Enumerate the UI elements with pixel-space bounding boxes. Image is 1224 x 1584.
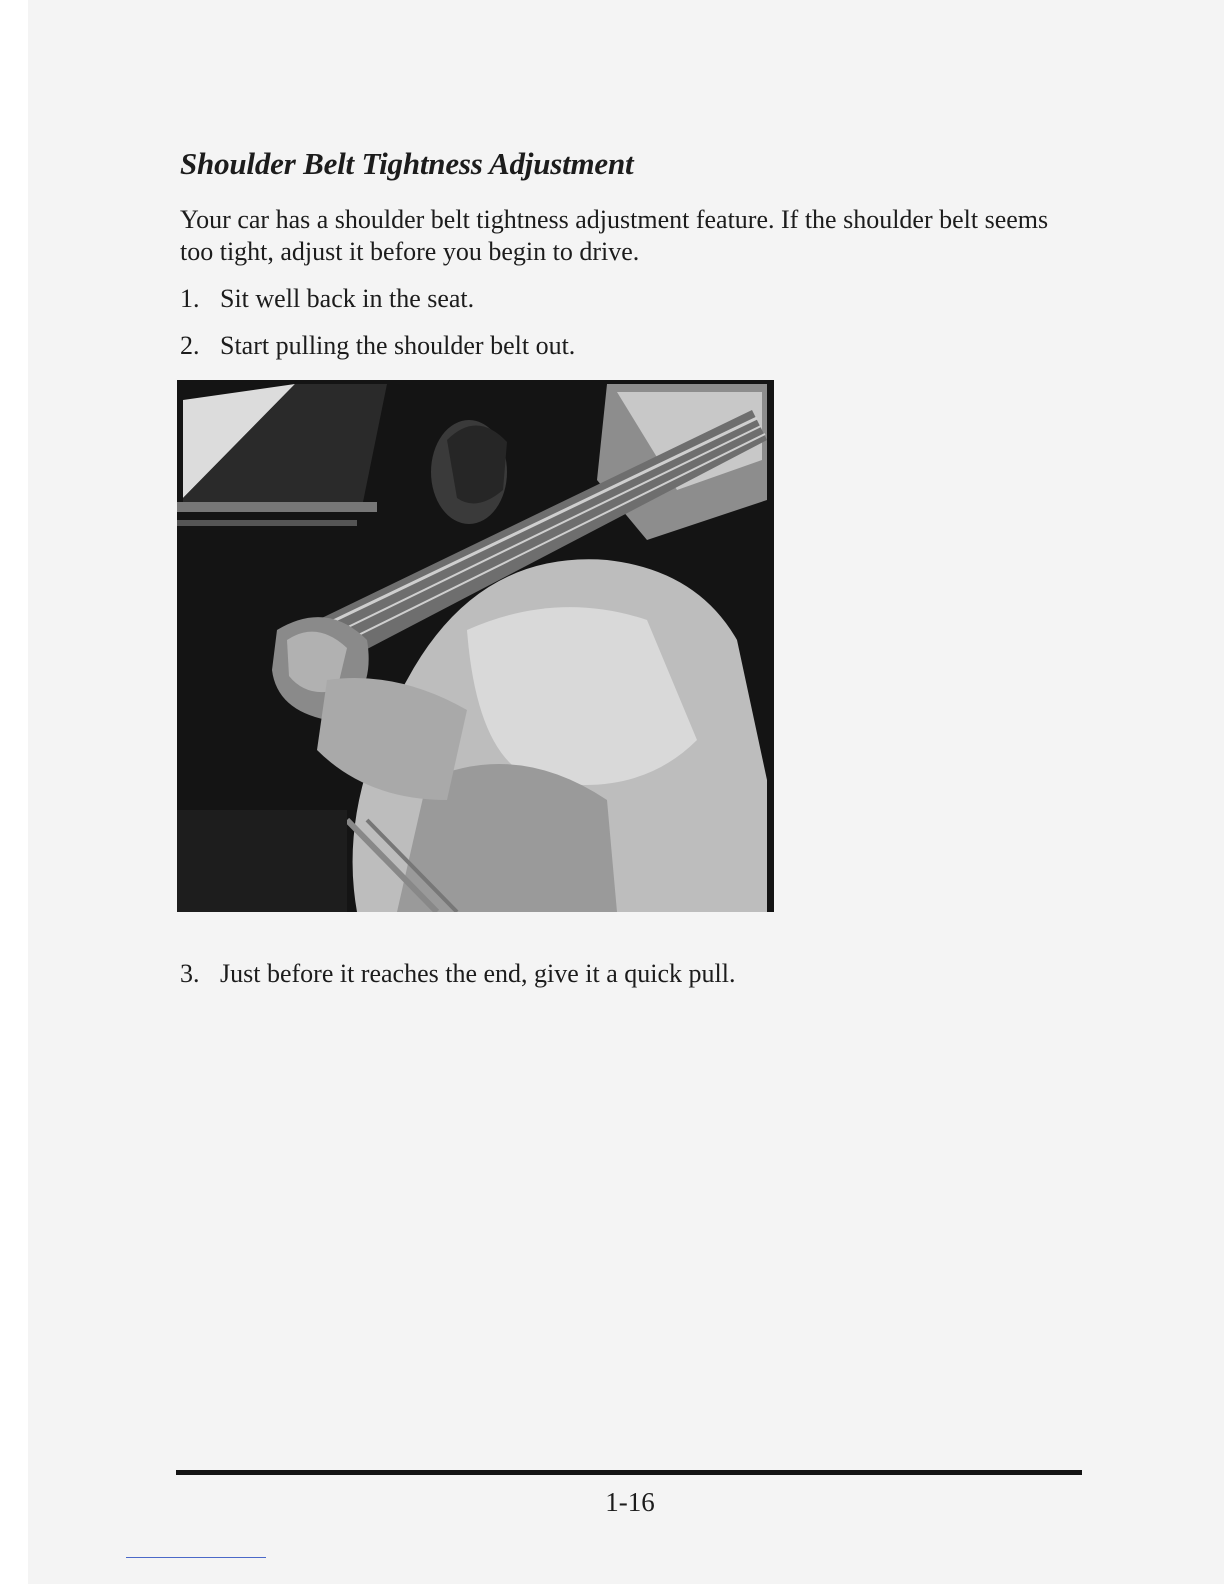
intro-paragraph: Your car has a shoulder belt tightness adjustment feature. If the shoulder belt seems too tight, adjust it before you begin to drive.: [180, 205, 1049, 266]
bottom-link-underline: [126, 1557, 266, 1558]
step-text: Just before it reaches the end, give it a quick pull.: [220, 959, 736, 988]
seatbelt-photo: [177, 380, 774, 912]
step-item: [180, 330, 575, 362]
footer-divider: [176, 1470, 1082, 1475]
page-number: 1-16: [605, 1487, 655, 1517]
section-heading: Shoulder Belt Tightness Adjustment: [180, 146, 634, 181]
step-number: 1.: [180, 284, 200, 313]
step-text: Sit well back in the seat.: [220, 284, 475, 313]
step-number: 2.: [180, 331, 200, 360]
step-number: 3.: [180, 959, 200, 988]
step-item: [180, 283, 474, 315]
step-item: [180, 958, 736, 990]
step-text: Start pulling the shoulder belt out.: [220, 331, 576, 360]
page-margin-strip: [0, 0, 28, 1584]
